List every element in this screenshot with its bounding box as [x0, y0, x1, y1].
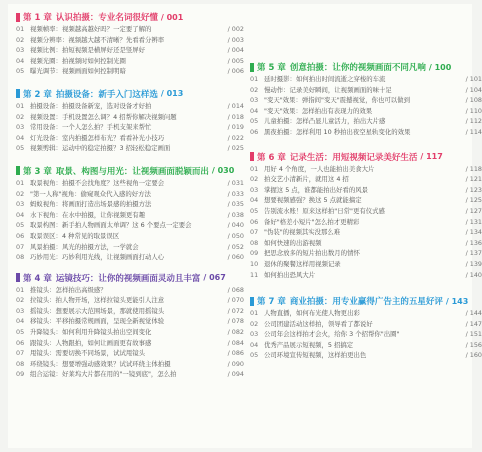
toc-entry[interactable]: [16, 316, 244, 327]
chapter-marker-icon: [250, 297, 254, 306]
chapter-heading[interactable]: [250, 60, 482, 74]
entry-page: / 147: [465, 319, 482, 328]
entry-number: 02: [250, 175, 259, 184]
toc-entry[interactable]: [250, 270, 482, 281]
toc-entry[interactable]: [16, 143, 244, 154]
chapter-page: / 143: [445, 296, 469, 306]
toc-entry[interactable]: [16, 112, 244, 123]
chapter-page: / 067: [203, 273, 226, 283]
chapter-heading[interactable]: [250, 294, 482, 308]
entry-page: / 127: [465, 206, 482, 215]
entry-page: / 151: [465, 330, 482, 339]
entry-page: / 136: [465, 238, 482, 247]
entry-page: / 101: [465, 75, 482, 83]
entry-number: 06: [16, 231, 25, 240]
entry-number: 08: [16, 253, 25, 262]
chapter-title: 取景、构图与用光：让视频画面脱颖而出: [55, 166, 209, 177]
entry-title: 儿童拍摄：怎样凸显儿童活力，拍出大片感: [264, 117, 386, 126]
toc-entry[interactable]: [16, 210, 244, 221]
entry-page: / 110: [465, 106, 482, 115]
entry-page: / 114: [465, 127, 482, 136]
entry-page: / 131: [465, 217, 482, 226]
toc-right-column: [250, 4, 482, 361]
entry-page: / 038: [227, 210, 244, 219]
toc-entry[interactable]: [16, 359, 244, 370]
entry-number: 04: [16, 56, 25, 65]
chapter-title: 运镜技巧：让你的视频画面灵动且丰富: [55, 273, 201, 284]
toc-entry[interactable]: [16, 348, 244, 359]
toc-entry[interactable]: [250, 185, 482, 196]
entry-number: 10: [250, 259, 259, 268]
toc-entry[interactable]: [250, 206, 482, 217]
toc-entry[interactable]: [16, 327, 244, 338]
entry-title: 延时摄影：如何拍出时间流逝之穿梭的车流: [264, 75, 386, 83]
chapter-section: [250, 294, 482, 361]
entry-title: 人物直播，如何布光使人物更出彩: [264, 309, 360, 318]
entry-number: 03: [250, 330, 259, 339]
entry-title: 取景误区：4 种常见的取景误区: [30, 231, 120, 240]
chapter-section: [16, 10, 244, 77]
chapter-heading[interactable]: [16, 164, 244, 178]
chapter-number: 第 7 章: [257, 297, 286, 308]
entry-page: / 134: [465, 228, 482, 237]
entry-number: 08: [16, 359, 25, 368]
entry-title: 视频帧率：视频越高越好吗？一定要了解的: [30, 25, 152, 33]
entry-number: 05: [250, 117, 259, 126]
chapter-section: [250, 60, 482, 138]
entry-page: / 078: [227, 317, 244, 326]
entry-number: 01: [250, 309, 259, 318]
chapter-marker-icon: [250, 152, 254, 161]
toc-entry[interactable]: [16, 24, 244, 35]
chapter-number: 第 3 章: [23, 166, 52, 177]
entry-title: 公司环境宣传短视频，这样拍更出色: [264, 351, 367, 360]
toc-entry[interactable]: [16, 122, 244, 133]
chapter-heading[interactable]: [16, 10, 244, 24]
toc-entry[interactable]: [250, 329, 482, 340]
entry-page: / 025: [227, 144, 244, 153]
entry-title: 想要视频感强？换这 5 点就能搞定: [264, 196, 362, 205]
entry-number: 02: [250, 85, 259, 94]
chapter-page: / 001: [160, 12, 184, 22]
entry-title: "第一人称"视角：偷窥观众代入感的好方法: [30, 189, 151, 198]
entry-title: 蚂蚁视角：将画面打造出场景感的拍摄方法: [30, 200, 152, 209]
entry-title: 视频设置：手机设置怎么调？4 招帮你解决视频问题: [30, 112, 177, 121]
entry-page: / 022: [227, 133, 244, 142]
entry-number: 03: [16, 200, 25, 209]
chapter-heading[interactable]: [16, 271, 244, 285]
entry-number: 06: [250, 127, 259, 136]
toc-entry[interactable]: [250, 164, 482, 175]
entry-page: / 005: [227, 56, 244, 65]
entry-page: / 160: [465, 351, 482, 360]
entry-number: 01: [16, 25, 25, 33]
entry-page: / 140: [465, 270, 482, 279]
entry-number: 05: [16, 144, 25, 153]
chapter-marker-icon: [16, 89, 20, 98]
entry-title: 推镜头：怎样拍出高级感？: [30, 285, 107, 294]
entry-title: 常用设备：一个人怎么拍？手机支架来帮忙: [30, 123, 152, 132]
entry-number: 11: [250, 270, 259, 279]
chapter-page: / 100: [428, 62, 452, 72]
entry-page: / 035: [227, 200, 244, 209]
entry-page: / 118: [465, 164, 482, 173]
entry-number: 01: [16, 101, 25, 110]
entry-number: 07: [16, 242, 25, 251]
entry-page: / 139: [465, 259, 482, 268]
entry-page: / 104: [465, 85, 482, 94]
toc-entry[interactable]: [16, 45, 244, 56]
entry-page: / 090: [227, 359, 244, 368]
entry-number: 02: [16, 189, 25, 198]
chapter-title: 商业拍摄：用专业赢得广告主的五星好评: [289, 297, 443, 308]
entry-number: 03: [250, 185, 259, 194]
toc-entry[interactable]: [250, 95, 482, 106]
entry-title: 曝光调节：视频画面如何控制明暗: [30, 67, 126, 76]
entry-title: 取景构图：新手拍人物画面太单调？这 6 个要点一定要会: [30, 221, 192, 230]
entry-page: / 031: [227, 178, 244, 187]
toc-entry[interactable]: [16, 338, 244, 349]
toc-entry[interactable]: [16, 369, 244, 380]
toc-entry[interactable]: [16, 178, 244, 189]
entry-title: 移镜头：平移拍摄常规画面，呈现全新视觉体验: [30, 317, 165, 326]
toc-entry[interactable]: [250, 85, 482, 96]
entry-title: 退休的聚餐这样用视频记录: [264, 259, 341, 268]
toc-entry[interactable]: [16, 285, 244, 296]
entry-page: / 050: [227, 231, 244, 240]
entry-title: 拍摄设备：拍摄设备新宠，选对设备才好拍: [30, 101, 152, 110]
entry-page: / 084: [227, 338, 244, 347]
toc-entry[interactable]: [16, 35, 244, 46]
entry-title: 告别流水账！原来这样拍"日常"更有仪式感: [264, 206, 385, 215]
chapter-title: 拍摄设备：新手入门这样选: [55, 89, 158, 100]
entry-number: 03: [16, 306, 25, 315]
entry-title: 升降镜头：如何利用升降镜头拍出空间变化: [30, 328, 152, 337]
chapter-section: [250, 150, 482, 281]
toc-entry[interactable]: [250, 74, 482, 85]
entry-page: / 060: [227, 253, 244, 262]
entry-page: / 006: [227, 67, 244, 76]
entry-number: 02: [16, 296, 25, 305]
entry-title: 灯光设备：室内拍摄怎样布光？看看补光小技巧: [30, 133, 165, 142]
toc-entry[interactable]: [250, 319, 482, 330]
entry-page: / 121: [465, 175, 482, 184]
toc-entry[interactable]: [250, 127, 482, 138]
entry-number: 04: [16, 317, 25, 326]
entry-number: 05: [250, 351, 259, 360]
entry-page: / 004: [227, 46, 244, 55]
chapter-page: / 013: [160, 89, 184, 99]
entry-page: / 002: [227, 25, 244, 33]
entry-title: 如何快速的出游视频: [264, 238, 322, 247]
entry-number: 04: [250, 106, 259, 115]
chapter-title: 认识拍摄：专业名词很好懂: [55, 13, 158, 23]
toc-entry[interactable]: [16, 231, 244, 242]
entry-title: 优秀产品展示短视频，5 招搞定: [264, 340, 354, 349]
toc-entry[interactable]: [16, 66, 244, 77]
entry-title: 视频分辨率：视频越大越不清晰？先看看分辨率: [30, 35, 165, 44]
entry-title: 组合运镜：好莱坞大片都在用的"一镜到底"，怎么拍: [30, 370, 177, 379]
entry-number: 02: [16, 112, 25, 121]
chapter-title: 创意拍摄：让你的视频画面不同凡响: [289, 63, 426, 73]
entry-page: / 086: [227, 349, 244, 358]
entry-number: 04: [250, 196, 259, 205]
toc-entry[interactable]: [16, 220, 244, 231]
entry-title: 取景视角：拍摄不会找角度？这些视角一定要会: [30, 178, 165, 187]
chapter-section: [16, 271, 244, 380]
chapter-number: 第 1 章: [23, 13, 52, 23]
entry-number: 03: [16, 46, 25, 55]
entry-number: 05: [250, 206, 259, 215]
entry-page: / 070: [227, 296, 244, 305]
chapter-number: 第 2 章: [23, 89, 52, 100]
entry-page: / 018: [227, 112, 244, 121]
entry-number: 02: [16, 35, 25, 44]
toc-entry[interactable]: [16, 306, 244, 317]
entry-page: / 108: [465, 96, 482, 105]
toc-entry[interactable]: [250, 106, 482, 117]
entry-title: 掌握这 5 点，谁都能拍出好看的风景: [264, 185, 368, 194]
entry-title: 慢动作：记录美好瞬间，让视频画面的味十足: [264, 85, 392, 94]
entry-number: 01: [250, 75, 259, 83]
chapter-section: [16, 87, 244, 154]
entry-page: / 019: [227, 123, 244, 132]
entry-title: 公司团建活动这样拍，领导看了都说好: [264, 319, 373, 328]
chapter-heading[interactable]: [16, 87, 244, 101]
entry-page: / 144: [465, 309, 482, 318]
entry-page: / 112: [465, 117, 482, 126]
entry-title: "变天"效果：怎样拍出有表现力的效果: [264, 106, 373, 115]
chapter-number: 第 4 章: [23, 273, 52, 284]
chapter-marker-icon: [16, 13, 20, 22]
entry-title: 水下视角：在水中拍摄，让你视频更有趣: [30, 210, 146, 219]
entry-number: 01: [16, 178, 25, 187]
chapter-number: 第 5 章: [257, 63, 286, 73]
entry-title: 甩镜头：需要切换不同场景，试试甩镜头: [30, 349, 146, 358]
toc-entry[interactable]: [16, 295, 244, 306]
entry-page: / 052: [227, 242, 244, 251]
entry-title: 备好"格差小短片"怎么拍才更精彩: [264, 217, 360, 226]
entry-title: 黑夜拍摄：怎样利用 10 秒拍出夜空星轨变化的效果: [264, 127, 411, 136]
chapter-section: [16, 164, 244, 263]
entry-title: 拉镜头：拍人物开场，这样拉镜头更能引人注意: [30, 296, 165, 305]
entry-title: 环绕镜头：想要增强动感效果？试试环绕主体拍摄: [30, 359, 171, 368]
toc-entry[interactable]: [250, 248, 482, 259]
entry-title: 把思念放多的短片拍出数月的情怀: [264, 249, 360, 258]
entry-page: / 125: [465, 196, 482, 205]
entry-number: 04: [250, 340, 259, 349]
entry-title: 跟镜头：人物跟拍，如何让画面更有故事感: [30, 338, 152, 347]
entry-number: 06: [16, 338, 25, 347]
toc-entry[interactable]: [250, 116, 482, 127]
entry-number: 03: [250, 96, 259, 105]
entry-number: 07: [250, 228, 259, 237]
entry-title: 拍交艺小清新片，就用这 4 招: [264, 175, 349, 184]
chapter-marker-icon: [16, 166, 20, 175]
entry-number: 04: [16, 210, 25, 219]
entry-page: / 033: [227, 189, 244, 198]
entry-number: 06: [250, 217, 259, 226]
toc-entry[interactable]: [16, 189, 244, 200]
entry-title: 巧妙用光：巧妙利用光线，让视频画面打动人心: [30, 253, 165, 262]
entry-title: "伪装"的视频其实没那么难: [264, 228, 341, 237]
toc-entry[interactable]: [250, 340, 482, 351]
entry-number: 01: [250, 164, 259, 173]
entry-number: 02: [250, 319, 259, 328]
entry-number: 05: [16, 328, 25, 337]
entry-page: / 003: [227, 35, 244, 44]
chapter-title: 记录生活：用短视频记录美好生活: [289, 152, 418, 163]
entry-title: 视频比例：拍短视频是横屏好还是竖屏好: [30, 46, 146, 55]
entry-page: / 094: [227, 370, 244, 379]
entry-page: / 123: [465, 185, 482, 194]
toc-entry[interactable]: [250, 238, 482, 249]
entry-title: 摇镜头：想要展示大范围场景，那就使用摇镜头: [30, 306, 165, 315]
entry-number: 04: [16, 133, 25, 142]
toc-entry[interactable]: [250, 259, 482, 270]
toc-entry[interactable]: [250, 308, 482, 319]
toc-entry[interactable]: [250, 174, 482, 185]
toc-entry[interactable]: [250, 217, 482, 228]
chapter-marker-icon: [16, 273, 20, 282]
toc-entry[interactable]: [250, 350, 482, 361]
entry-page: / 040: [227, 221, 244, 230]
toc-entry[interactable]: [250, 227, 482, 238]
entry-title: 如何拍出恐风大片: [264, 270, 316, 279]
toc-entry[interactable]: [16, 101, 244, 112]
toc-left-column: [16, 4, 244, 380]
entry-number: 08: [250, 238, 259, 247]
entry-page: / 068: [227, 285, 244, 294]
entry-page: / 137: [465, 249, 482, 258]
entry-number: 01: [16, 285, 25, 294]
toc-entry[interactable]: [250, 195, 482, 206]
entry-number: 05: [16, 221, 25, 230]
entry-number: 07: [16, 349, 25, 358]
entry-page: / 072: [227, 306, 244, 315]
entry-number: 03: [16, 123, 25, 132]
table-of-contents-page: [8, 4, 482, 448]
entry-title: 用好 4 个角度，一人也能拍出美食大片: [264, 164, 375, 173]
toc-entry[interactable]: [16, 56, 244, 67]
entry-page: / 082: [227, 328, 244, 337]
chapter-page: / 117: [420, 152, 443, 162]
chapter-heading[interactable]: [250, 150, 482, 164]
chapter-number: 第 6 章: [257, 152, 286, 163]
toc-entry[interactable]: [16, 252, 244, 263]
entry-title: 视频光圈：拍视频时如何控制光圈: [30, 56, 126, 65]
chapter-marker-icon: [250, 63, 254, 72]
toc-entry[interactable]: [16, 133, 244, 144]
entry-title: 公司年会这样拍才会火，给你 3 个招帮你"出圈": [264, 330, 400, 339]
entry-number: 09: [250, 249, 259, 258]
entry-number: 09: [16, 370, 25, 379]
entry-title: 风景拍摄：风光的拍摄方法，一学就会: [30, 242, 139, 251]
entry-page: / 014: [227, 101, 244, 110]
entry-number: 05: [16, 67, 25, 76]
toc-entry[interactable]: [16, 199, 244, 210]
entry-title: "变天"效果：弹指间"变天"震撼视觉，你也可以做到: [264, 96, 410, 105]
toc-entry[interactable]: [16, 242, 244, 253]
chapter-page: / 030: [211, 166, 235, 176]
entry-page: / 156: [465, 340, 482, 349]
entry-title: 视频剪辑：运动中的稳定拍摄？3 招轻松稳定画面: [30, 144, 171, 153]
